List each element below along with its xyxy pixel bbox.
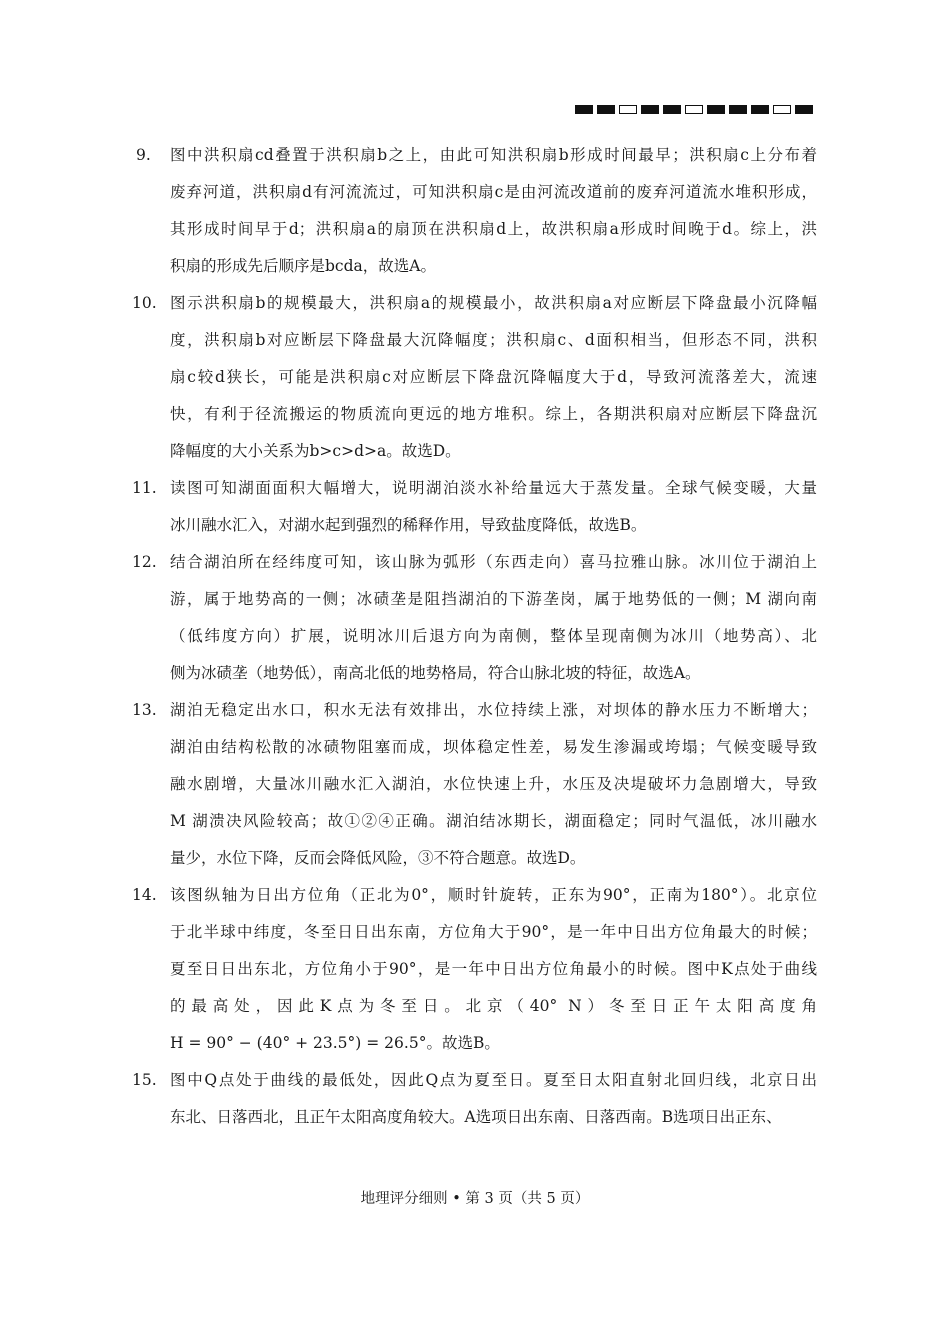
explanation-line: 于北半球中纬度，冬至日日出东南，方位角大于90°，是一年中日出方位角最大的时候； <box>170 923 817 941</box>
explanation-line: 东北、日落西北，且正午太阳高度角较大。A选项日出东南、日落西南。B选项日出正东、 <box>170 1108 782 1126</box>
explanation-line: 废弃河道，洪积扇d有河流流过，可知洪积扇c是由河流改道前的废弃河道流水堆积形成， <box>170 183 817 201</box>
explanation-line: 其形成时间早于d；洪积扇a的扇顶在洪积扇d上，故洪积扇a形成时间晚于d。综上，洪 <box>170 220 817 238</box>
explanation-line: 湖泊无稳定出水口，积水无法有效排出，水位持续上涨，对坝体的静水压力不断增大； <box>170 701 817 719</box>
question-number: 12. <box>132 553 157 571</box>
explanation-line: 侧为冰碛垄（地势低），南高北低的地势格局，符合山脉北坡的特征，故选A。 <box>170 664 701 682</box>
explanation-line: 降幅度的大小关系为b>c>d>a。故选D。 <box>170 442 461 460</box>
explanation-line: 湖泊由结构松散的冰碛物阻塞而成，坝体稳定性差，易发生渗漏或垮塌；气候变暖导致 <box>170 738 817 756</box>
explanation-line: 图中Q点处于曲线的最低处，因此Q点为夏至日。夏至日太阳直射北回归线，北京日出 <box>170 1071 817 1089</box>
header-mark <box>707 105 725 114</box>
explanation-line: 读图可知湖面面积大幅增大，说明湖泊淡水补给量远大于蒸发量。全球气候变暖，大量 <box>170 479 817 497</box>
explanation-line: 夏至日日出东北，方位角小于90°，是一年中日出方位角最小的时候。图中K点处于曲线 <box>170 960 817 978</box>
answer-item <box>132 544 817 692</box>
page-footer: 地理评分细则 • 第 3 页（共 5 页） <box>360 1191 590 1207</box>
explanation-line: 图示洪积扇b的规模最大，洪积扇a的规模最小，故洪积扇a对应断层下降盘最小沉降幅 <box>170 294 817 312</box>
explanation-line: 的最高处，因此K点为冬至日。北京（40° N）冬至日正午太阳高度角 <box>170 997 817 1015</box>
question-number: 13. <box>132 701 157 719</box>
header-mark <box>597 105 615 114</box>
header-mark <box>751 105 769 114</box>
explanation-line: 积扇的形成先后顺序是bcda，故选A。 <box>170 257 436 275</box>
explanation-line: 量少，水位下降，反而会降低风险，③不符合题意。故选D。 <box>170 849 586 867</box>
explanation-line: 图中洪积扇cd叠置于洪积扇b之上，由此可知洪积扇b形成时间最早；洪积扇c上分布着 <box>170 146 817 164</box>
answer-item <box>132 470 817 544</box>
question-number: 15. <box>132 1071 157 1089</box>
header-mark <box>729 105 747 114</box>
header-mark <box>795 105 813 114</box>
explanation-line: H = 90° − (40° + 23.5°) = 26.5°。故选B。 <box>170 1034 500 1052</box>
explanation-line: 度，洪积扇b对应断层下降盘最大沉降幅度；洪积扇c、d面积相当，但形态不同，洪积 <box>170 331 817 349</box>
answer-explanations <box>132 137 817 1136</box>
explanation-line: 融水剧增，大量冰川融水汇入湖泊，水位快速上升，水压及决堤破坏力急剧增大，导致 <box>170 775 817 793</box>
question-number: 14. <box>132 886 157 904</box>
header-mark <box>575 105 593 114</box>
explanation-line: （低纬度方向）扩展，说明冰川后退方向为南侧，整体呈现南侧为冰川（地势高）、北 <box>170 627 817 645</box>
explanation-line: 冰川融水汇入，对湖水起到强烈的稀释作用，导致盐度降低，故选B。 <box>170 516 647 534</box>
answer-item <box>132 285 817 470</box>
header-mark <box>619 105 637 114</box>
answer-item <box>132 877 817 1062</box>
header-mark <box>773 105 791 114</box>
answer-item <box>132 1062 817 1136</box>
header-marks <box>575 105 813 114</box>
header-mark <box>663 105 681 114</box>
explanation-line: 结合湖泊所在经纬度可知，该山脉为弧形（东西走向）喜马拉雅山脉。冰川位于湖泊上 <box>170 553 817 571</box>
explanation-line: 快，有利于径流搬运的物质流向更远的地方堆积。综上，各期洪积扇对应断层下降盘沉 <box>170 405 817 423</box>
answer-item <box>132 137 817 285</box>
explanation-line: 该图纵轴为日出方位角（正北为0°，顺时针旋转，正东为90°，正南为180°）。北京位 <box>170 886 817 904</box>
explanation-line: 扇c较d狭长，可能是洪积扇c对应断层下降盘沉降幅度大于d，导致河流落差大，流速 <box>170 368 817 386</box>
question-number: 9. <box>136 146 151 164</box>
header-mark <box>685 105 703 114</box>
answer-item <box>132 692 817 877</box>
question-number: 11. <box>132 479 157 497</box>
explanation-line: 游，属于地势高的一侧；冰碛垄是阻挡湖泊的下游垄岗，属于地势低的一侧；M 湖向南 <box>170 590 817 608</box>
explanation-line: M 湖溃决风险较高；故①②④正确。湖泊结冰期长，湖面稳定；同时气温低，冰川融水 <box>170 812 817 830</box>
question-number: 10. <box>132 294 157 312</box>
header-mark <box>641 105 659 114</box>
